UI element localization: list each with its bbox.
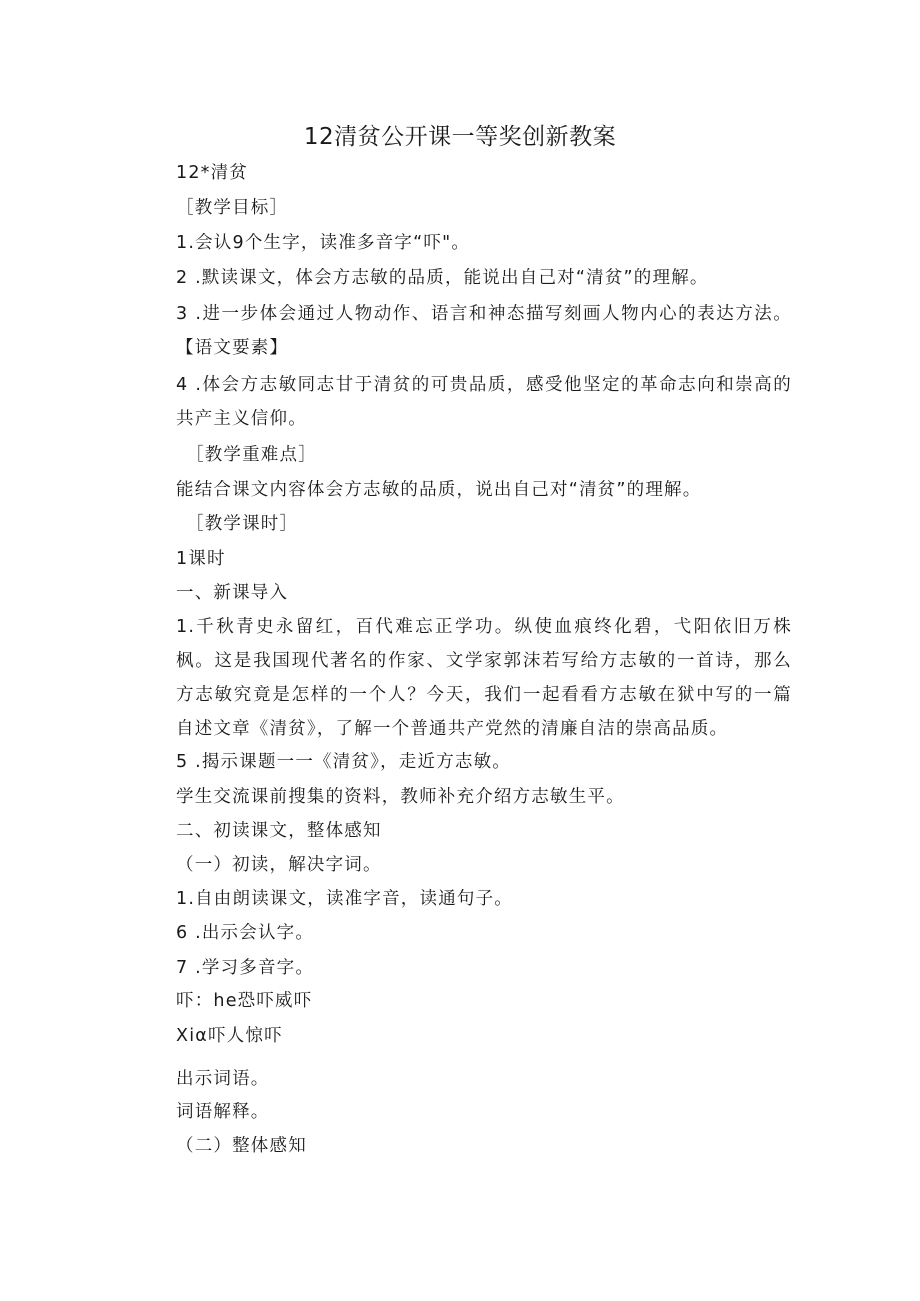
words-step-3: 7 .学习多音字。	[176, 958, 315, 978]
words-step-2: 6 .出示会认字。	[176, 923, 315, 943]
section-teaching-goals: ［教学目标］	[176, 198, 289, 218]
class-hours-value: 1课时	[176, 549, 226, 569]
section-key-difficulties: ［教学重难点］	[186, 445, 317, 465]
intro-paragraph	[136, 610, 792, 746]
intro-step-2: 5 .揭示课题一一《清贫》，走近方志敏。	[176, 752, 512, 772]
document-title: 12清贫公开课一等奖创新教案	[303, 124, 617, 150]
lesson-heading: 12*清贫	[176, 163, 249, 183]
show-words: 出示词语。	[176, 1069, 270, 1089]
intro-paragraph-text: 1.千秋青史永留红，百代难忘正学功。纵使血痕终化碧，弋阳依旧万株枫。这是我国现代著名的作家、文学家郭沫若写给方志敏的一首诗，那么方志敏究竟是怎样的一个人？今天，我们一起看看方志敏在狱中写的一篇自述文章《清贫》，了解一个普通共产党然的清廉自洁的崇高品质。	[176, 617, 792, 739]
goal-3-text: 3 .进一步体会通过人物动作、语言和神态描写刻画人物内心的表达方法。【语文要素】	[176, 304, 792, 358]
section-intro: 一、新课导入	[176, 583, 289, 603]
section-first-reading: 二、初读课文，整体感知	[176, 821, 382, 841]
section-class-hours: ［教学课时］	[186, 514, 299, 534]
goal-2: 2 .默读课文，体会方志敏的品质，能说出自己对“清贫”的理解。	[176, 268, 709, 288]
word-explanation: 词语解释。	[176, 1102, 270, 1122]
goal-4-text: 4 .体会方志敏同志甘于清贫的可贵品质，感受他坚定的革命志向和崇高的共产主义信仰。	[176, 375, 792, 429]
words-step-1: 1.自由朗读课文，读准字音，读通句子。	[176, 889, 513, 909]
goal-4	[136, 368, 792, 436]
key-difficulty-text: 能结合课文内容体会方志敏的品质，说出自己对“清贫”的理解。	[176, 480, 702, 500]
goal-3	[136, 297, 792, 365]
subsection-overall: （二）整体感知	[176, 1136, 307, 1156]
polyphone-xia: Xiα吓人惊吓	[176, 1026, 283, 1046]
intro-step-3: 学生交流课前搜集的资料，教师补充介绍方志敏生平。	[176, 787, 625, 807]
subsection-words: （一）初读，解决字词。	[176, 855, 382, 875]
goal-1: 1.会认9个生字，读准多音字“吓"。	[176, 233, 471, 253]
polyphone-he: 吓：he恐吓威吓	[176, 991, 313, 1011]
